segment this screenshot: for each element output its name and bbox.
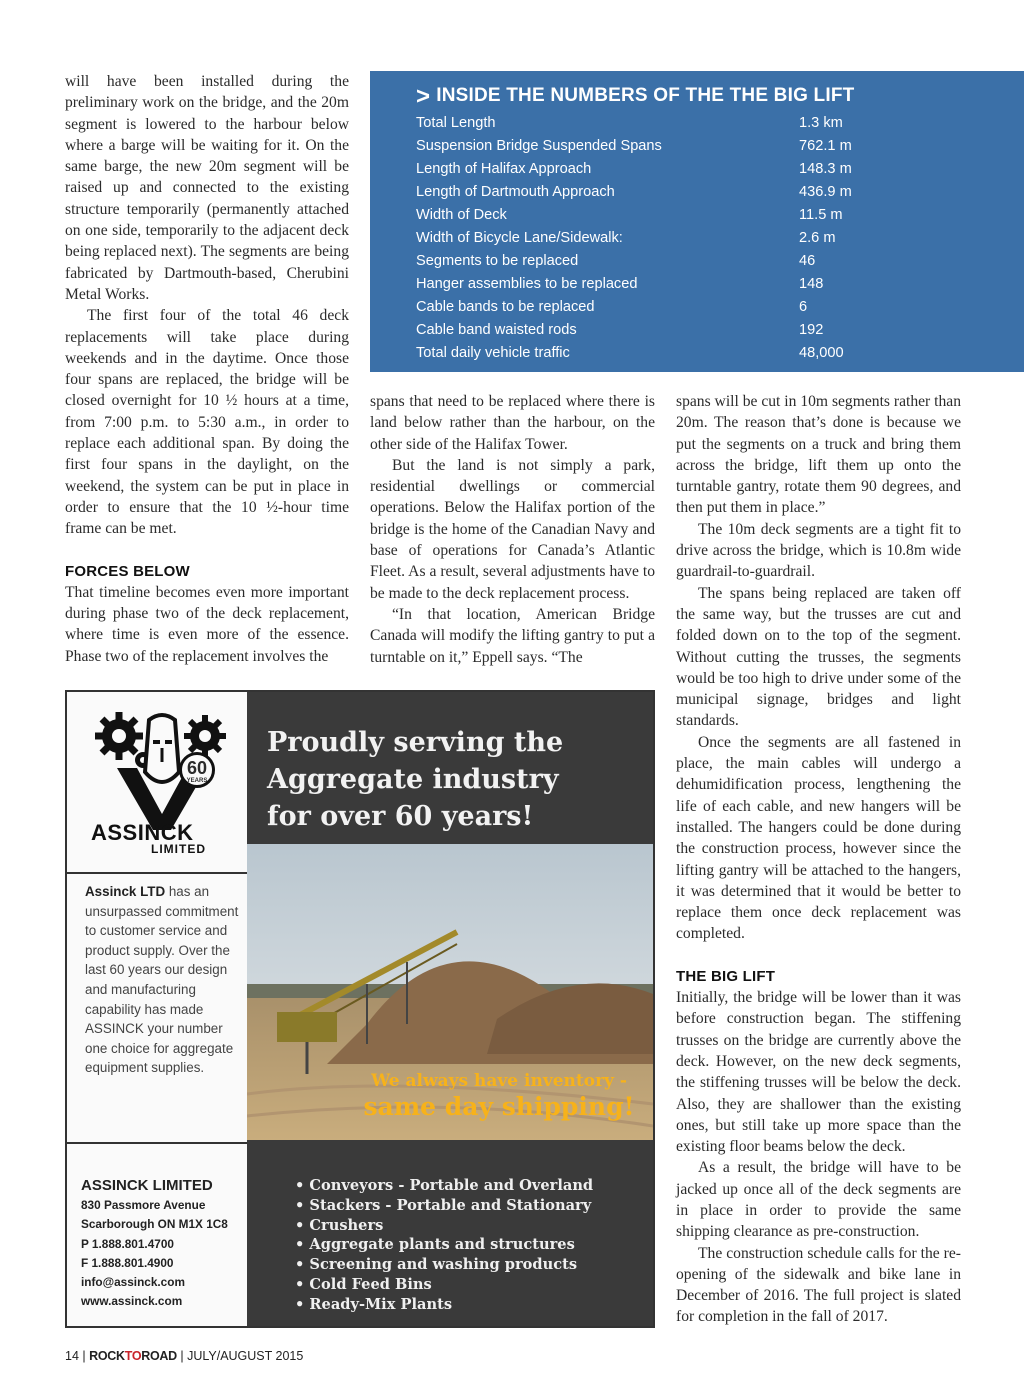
inventory-line-1: We always have inventory - bbox=[371, 1071, 627, 1091]
numbers-row bbox=[416, 226, 1024, 249]
ad-headline bbox=[267, 724, 647, 835]
numbers-row-label: Length of Halifax Approach bbox=[416, 160, 592, 177]
numbers-row-value: 1.3 km bbox=[799, 114, 843, 131]
article-column-3 bbox=[676, 391, 961, 1328]
article-column-1 bbox=[65, 71, 349, 667]
page-number: 14 bbox=[65, 1349, 79, 1363]
article-column-2 bbox=[370, 391, 655, 668]
chevron-right-icon: > bbox=[416, 82, 431, 110]
numbers-row-value: 46 bbox=[799, 253, 816, 270]
numbers-row-value: 762.1 m bbox=[799, 137, 852, 154]
numbers-row bbox=[416, 342, 1024, 365]
contact-address-2: Scarborough ON M1X 1C8 bbox=[81, 1217, 228, 1232]
numbers-row-value: 2.6 m bbox=[799, 230, 836, 247]
ad-contact-block bbox=[81, 1176, 228, 1312]
numbers-row-label: Total Length bbox=[416, 114, 496, 131]
ad-product-item: • Conveyors - Portable and Overland bbox=[295, 1176, 593, 1196]
ad-divider bbox=[67, 1142, 247, 1144]
paragraph: Once the segments are all fastened in place, the main cables will undergo a dehumidification process, lengthening the life of each cable, and new hangers will be installed. The hangers could be done during the construction process, however since the lifting gantry will be attached to the hangers, it was determined that it would be better to replace them once deck replacement was completed. bbox=[676, 733, 961, 943]
ad-product-list bbox=[295, 1176, 593, 1315]
numbers-row-label: Segments to be replaced bbox=[416, 253, 579, 270]
paragraph: The 10m deck segments are a tight fit to drive across the bridge, which is 10.8m wide guardrail-to-guardrail. bbox=[676, 520, 961, 581]
section-heading: FORCES BELOW bbox=[65, 562, 190, 580]
numbers-row bbox=[416, 157, 1024, 180]
numbers-row-label: Width of Deck bbox=[416, 206, 507, 223]
contact-phone: P 1.888.801.4700 bbox=[81, 1236, 174, 1251]
paragraph: The construction schedule calls for the re-opening of the sidewalk and bike lane in December of 2016. The full project is slated for completion in the fall of 2017. bbox=[676, 1244, 961, 1326]
ad-inventory-callout bbox=[349, 1070, 649, 1122]
sidebar-title-text: INSIDE THE NUMBERS OF THE THE BIG LIFT bbox=[436, 85, 855, 106]
contact-name: ASSINCK LIMITED bbox=[81, 1177, 213, 1194]
numbers-row bbox=[416, 111, 1024, 134]
headline-line: Aggregate industry bbox=[267, 764, 559, 795]
contact-fax: F 1.888.801.4900 bbox=[81, 1255, 174, 1270]
logo-part: ROAD bbox=[141, 1349, 177, 1363]
logo-part: TO bbox=[124, 1349, 142, 1363]
ad-blurb bbox=[85, 882, 245, 1078]
contact-address-1: 830 Passmore Avenue bbox=[81, 1198, 206, 1212]
numbers-row-value: 6 bbox=[799, 299, 808, 316]
issue-date: JULY/AUGUST 2015 bbox=[187, 1349, 304, 1363]
paragraph: spans that need to be replaced where there is land below rather than the harbour, on the other side of the Halifax Tower. bbox=[370, 393, 655, 453]
ad-brand-name: ASSINCK bbox=[91, 820, 194, 845]
sixty-years-badge bbox=[179, 752, 215, 788]
numbers-row-value: 148.3 m bbox=[799, 160, 852, 177]
paragraph: “In that location, American Bridge Canada will modify the lifting gantry to put a turntable on it,” Eppell says. “The bbox=[370, 605, 655, 666]
numbers-row-label: Total daily vehicle traffic bbox=[416, 345, 570, 362]
logo-part: ROCK bbox=[89, 1349, 125, 1363]
sidebar-title bbox=[416, 82, 1024, 110]
paragraph: will have been installed during the preliminary work on the bridge, and the 20m segment is lowered to the harbour below where a barge will be waiting for it. On the same barge, the new 20m segment will be raised up and connected to the existing structure temporarily (permanently attached on one side, temporarily to the adjacent deck being replaced next). The segments are being fabricated by Dartmouth-based, Cherubini Metal Works. bbox=[65, 73, 349, 303]
ad-divider bbox=[67, 872, 247, 874]
ad-product-item: • Ready-Mix Plants bbox=[295, 1295, 593, 1315]
ad-product-item: • Stackers - Portable and Stationary bbox=[295, 1196, 593, 1216]
numbers-row bbox=[416, 296, 1024, 319]
ad-left-panel bbox=[67, 692, 247, 1326]
headline-line: for over 60 years! bbox=[267, 801, 534, 832]
paragraph: The first four of the total 46 deck replacements will take place during weekends and in the daytime. Once those four spans are replaced, the bridge will be closed overnight for 10 ½ hours at a time, from 7:00 p.m. to 5:30 a.m., in order to replace each additional span. By doing the first four spans in the daylight, on the weekend, the system can be put in place in order to ensure that the 10 ½-hour time frame can be met. bbox=[65, 307, 349, 538]
numbers-row-value: 48,000 bbox=[799, 345, 844, 362]
numbers-row-value: 148 bbox=[799, 276, 824, 293]
numbers-row-label: Cable band waisted rods bbox=[416, 322, 577, 339]
footer-separator: | bbox=[176, 1349, 188, 1363]
assinck-advertisement[interactable] bbox=[65, 690, 655, 1328]
numbers-row-value: 436.9 m bbox=[799, 183, 852, 200]
badge-sub: YEARS bbox=[186, 778, 208, 784]
numbers-list bbox=[416, 111, 1024, 365]
paragraph: spans will be cut in 10m segments rather than 20m. The reason that’s done is because we put the segments on a truck and bring them across the bridge, lift them up onto the turntable gantry, rotate them 90 degrees, and then put them in place.” bbox=[676, 393, 961, 517]
contact-email-link[interactable]: info@assinck.com bbox=[81, 1275, 185, 1290]
ad-blurb-bold: Assinck LTD bbox=[85, 884, 166, 899]
section-heading: THE BIG LIFT bbox=[676, 967, 776, 985]
numbers-row bbox=[416, 134, 1024, 157]
paragraph: As a result, the bridge will have to be jacked up once all of the deck segments are in place in order to provide the same shipping clearance as pre-construction. bbox=[676, 1159, 961, 1241]
numbers-sidebar bbox=[370, 71, 1024, 372]
ad-brand-sub: LIMITED bbox=[151, 842, 206, 856]
numbers-row-label: Length of Dartmouth Approach bbox=[416, 183, 615, 200]
magazine-logo bbox=[89, 1349, 177, 1363]
ad-product-item: • Aggregate plants and structures bbox=[295, 1235, 593, 1255]
numbers-row-label: Cable bands to be replaced bbox=[416, 299, 595, 316]
paragraph: Initially, the bridge will be lower than it was before construction began. The stiffening trusses on the bridge are currently above the deck. However, on the new deck segments, the stiffening trusses will be below the deck. Also, they are shallower than the existing ones, but still take up more space than the existing floor beams below the deck. bbox=[676, 989, 961, 1156]
numbers-row bbox=[416, 203, 1024, 226]
numbers-row-label: Width of Bicycle Lane/Sidewalk: bbox=[416, 230, 623, 247]
ad-product-item: • Cold Feed Bins bbox=[295, 1275, 593, 1295]
ad-right-panel bbox=[247, 692, 653, 1326]
headline-line: Proudly serving the bbox=[267, 727, 564, 758]
numbers-row bbox=[416, 273, 1024, 296]
numbers-row-label: Suspension Bridge Suspended Spans bbox=[416, 137, 662, 154]
numbers-row bbox=[416, 319, 1024, 342]
numbers-row-value: 11.5 m bbox=[799, 206, 843, 223]
numbers-row bbox=[416, 250, 1024, 273]
numbers-row bbox=[416, 180, 1024, 203]
numbers-row-value: 192 bbox=[799, 322, 824, 339]
paragraph: But the land is not simply a park, residential dwellings or commercial operations. Below the Halifax portion of the bridge is the home of the Canadian Navy and base of operations for Canada’s Atlantic Fleet. As a result, several adjustments have to be made to the deck replacement process. bbox=[370, 456, 655, 602]
ad-blurb-text: has an unsurpassed commitment to customer service and product supply. Over the last 60 years our design and manufacturing capability has made ASSINCK your number one choice for aggregate equipment supplies. bbox=[85, 884, 239, 1076]
paragraph: The spans being replaced are taken off the same way, but the trusses are cut and folded down on to the top of the segment. Without cutting the trusses, the segments would be too high to drive under some of the municipal signage, bridges and light standards. bbox=[676, 584, 961, 730]
paragraph: That timeline becomes even more important during phase two of the deck replacement, where time is even more of the essence. Phase two of the replacement involves the bbox=[65, 583, 349, 665]
ad-product-item: • Crushers bbox=[295, 1216, 593, 1236]
inventory-line-2: same day shipping! bbox=[363, 1092, 635, 1121]
numbers-row-label: Hanger assemblies to be replaced bbox=[416, 276, 638, 293]
ad-product-item: • Screening and washing products bbox=[295, 1255, 593, 1275]
footer-separator: | bbox=[78, 1349, 90, 1363]
badge-number: 60 bbox=[186, 758, 208, 778]
contact-website-link[interactable]: www.assinck.com bbox=[81, 1294, 183, 1309]
page-footer bbox=[65, 1349, 303, 1363]
